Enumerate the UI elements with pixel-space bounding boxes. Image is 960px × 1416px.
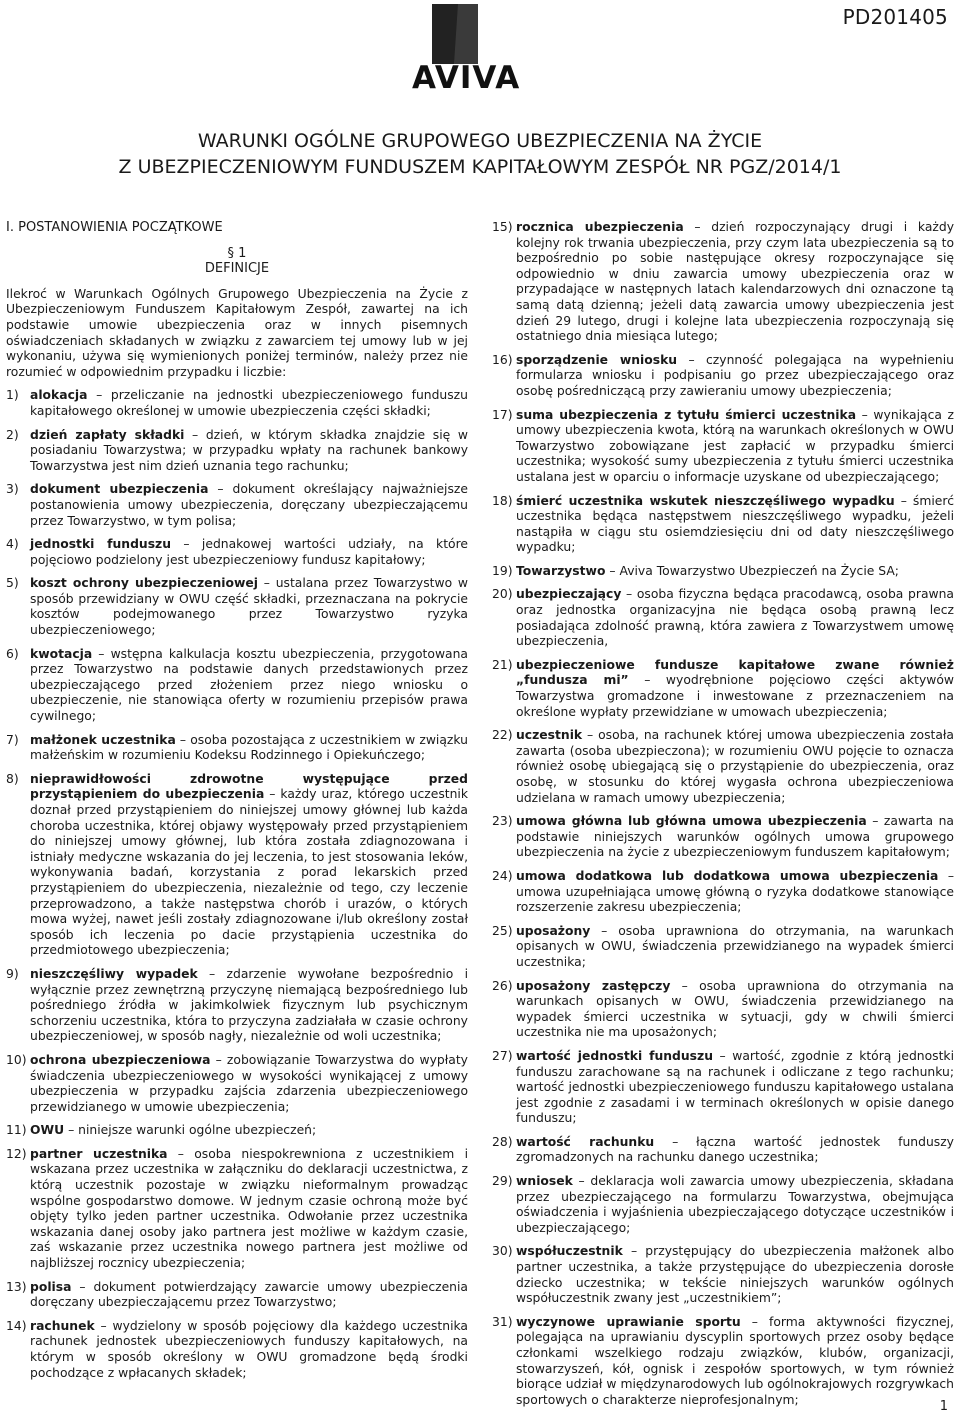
- section-heading: I. POSTANOWIENIA POCZĄTKOWE: [6, 220, 223, 235]
- definition-term: Towarzystwo: [516, 563, 606, 578]
- definition-body: [516, 728, 954, 806]
- definition-number: 17): [492, 407, 513, 422]
- definition-text: – wyodrębnione pojęciowo części aktywów Towarzystwa gromadzone i inwestowane z przeznaczeniem na określone wypłaty przewidziane w umowach ubezpieczenia;: [516, 673, 954, 719]
- definition-number: 31): [492, 1314, 513, 1329]
- definition-number: 19): [492, 563, 513, 578]
- definition-text: – osoba uprawniona do otrzymania na warunkach opisanych w OWU, świadczenia przewidzianego na wypadek śmierci uczestnika w sytuacji, gdy w chwili śmierci uczestnika nie ma uposażonych;: [516, 978, 954, 1040]
- left-column: [6, 220, 468, 1389]
- definition-number: 23): [492, 814, 513, 829]
- definition-text: – osoba fizyczna będąca pracodawcą, osoba prawna oraz jednostka organizacyjna nie będąca osobą prawną lecz posiadająca zdolność prawną, która zawiera z Towarzystwem umowę ubezpieczenia,: [516, 587, 954, 649]
- definition-text: – deklaracja woli zawarcia umowy ubezpieczenia, składana przez ubezpieczającego na formularzu Towarzystwa, obejmująca oświadczenia i wyjaśnienia ubezpieczającego dotyczące uczestników i ubezpieczającego;: [516, 1174, 954, 1235]
- document-code: PD201405: [842, 5, 948, 29]
- definition-body: [30, 647, 468, 725]
- definition-item: [492, 869, 954, 916]
- aviva-logo-text: AVIVA: [412, 60, 521, 96]
- definition-text: – każdy uraz, którego uczestnik doznał przed przystąpieniem do niniejszej umowy głównej lub każda choroba uczestnika, której objawy występowały przed przystąpieniem do niniejszej umowy głównej, lub która została zdiagnozowana i istniały medyczne wskazania do jej leczenia, to jest stosowania leków, wykonywania badań, korzystania z porad lekarskich przed przystąpieniem do ubezpieczenia, niezależnie od tego, czy leczenie przeprowadzono, a także następstwa chorób i urazów, o których mowa wyżej, nawet jeśli zostały zdiagnozowane i/lub określony został sposób ich leczenia po dacie przystąpienia uczestnika do przedmiotowego ubezpieczenia;: [30, 787, 468, 958]
- definition-item: [6, 428, 468, 475]
- definition-body: [516, 924, 954, 971]
- definition-number: 24): [492, 868, 513, 883]
- definition-item: [492, 814, 954, 861]
- definition-term: umowa dodatkowa lub dodatkowa umowa ubezpieczenia: [516, 868, 939, 883]
- definition-term: dzień zapłaty składki: [30, 427, 185, 442]
- definition-text: – Aviva Towarzystwo Ubezpieczeń na Życie SA;: [605, 563, 899, 578]
- definition-text: – zawarta na podstawie niniejszych warunków ogólnych umowa grupowego ubezpieczenia na życie z ubezpieczeniowym funduszem kapitałowym;: [516, 814, 954, 860]
- definition-item: [492, 494, 954, 556]
- definition-number: 22): [492, 728, 513, 743]
- definition-term: nieprawidłowości zdrowotne występujące przed przystąpieniem do ubezpieczenia: [30, 771, 468, 802]
- definition-body: [516, 1315, 954, 1409]
- definition-term: uczestnik: [516, 728, 583, 743]
- definition-number: 25): [492, 923, 513, 938]
- definition-term: jednostki funduszu: [30, 537, 172, 552]
- definition-text: – łączna wartość jednostek funduszy zgromadzonych na rachunku danego uczestnika;: [516, 1134, 954, 1165]
- definition-item: [6, 1280, 468, 1311]
- definition-text: – osoba uprawniona do otrzymania, na warunkach opisanych w OWU, świadczenia przewidzianego na wypadek śmierci uczestnika;: [516, 923, 954, 969]
- definition-item: [6, 1123, 468, 1139]
- definition-text: – jednakowej wartości udziały, na które pojęciowo podzielony jest ubezpieczeniowy fundusz kapitałowy;: [30, 537, 468, 567]
- definition-item: [6, 537, 468, 568]
- definition-body: [516, 564, 954, 580]
- definition-text: – osoba niespokrewniona z uczestnikiem i wskazana przez uczestnika w załączniku do deklaracji uczestnictwa, z którą uczestnik pozostaje w związku nieformalnym prowadząc wspólne gospodarstwo domowe. W jednym czasie ochroną może być objęty tylko jeden partner uczestnika. Odwołanie przez uczestnika wskazania danej osoby jako partnera jest możliwe w każdym czasie, zaś wskazanie przez uczestnika nowego partnera jest możliwe od najbliższej rocznicy ubezpieczenia;: [30, 1146, 468, 1271]
- definition-body: [516, 1244, 954, 1306]
- definition-term: ubezpieczający: [516, 587, 622, 602]
- paragraph-symbol: § 1: [227, 245, 247, 261]
- definition-number: 26): [492, 978, 513, 993]
- definition-item: [492, 1244, 954, 1306]
- definition-text: – dzień, w którym składka znajdzie się w posiadaniu Towarzystwa; w przypadku wpłaty na rachunek bankowy Towarzystwa jest nim dzień uznania tego rachunku;: [30, 427, 468, 473]
- definition-number: 16): [492, 352, 513, 367]
- definition-body: [30, 1147, 468, 1272]
- definition-number: 28): [492, 1134, 513, 1149]
- document-title: [0, 128, 960, 180]
- definition-body: [516, 408, 954, 486]
- definition-number: 4): [6, 537, 19, 552]
- definition-term: sporządzenie wniosku: [516, 352, 678, 367]
- definition-term: wartość rachunku: [516, 1134, 655, 1149]
- definition-item: [492, 353, 954, 400]
- definition-body: [516, 220, 954, 345]
- definition-term: współuczestnik: [516, 1244, 623, 1259]
- definition-text: – przystępujący do ubezpieczenia małżonek albo partner uczestnika, a także przystępujące do ubezpieczenia dorosłe dziecko uczestnika; w tekście niniejszych warunków ogólnych współuczestnik zwany jest „uczestnikiem”;: [516, 1244, 954, 1306]
- definition-body: [30, 1053, 468, 1115]
- definition-body: [516, 869, 954, 916]
- title-line-1: WARUNKI OGÓLNE GRUPOWEGO UBEZPIECZENIA NA ŻYCIE: [197, 130, 763, 152]
- definition-term: śmierć uczestnika wskutek nieszczęśliwego wypadku: [516, 493, 895, 508]
- definition-item: [492, 1135, 954, 1166]
- definition-number: 3): [6, 482, 19, 497]
- definition-text: – śmierć uczestnika będąca następstwem nieszczęśliwego wypadku, jeżeli nastąpiła w ciągu stu osiemdziesięciu dni od daty nieszczęśliwego wypadku;: [516, 493, 954, 555]
- definition-text: – wartość, zgodnie z którą jednostki funduszu zarachowane są na rachunek i odliczane z tego rachunku; wartość jednostki ubezpieczeniowego funduszu kapitałowego ustalana jest zgodnie z zasadami i w terminach określonych w opisie danego funduszu;: [516, 1048, 954, 1126]
- definition-text: – zdarzenie wywołane bezpośrednio i wyłącznie przez zewnętrzną przyczynę niemającą bezpośredniego lub pośredniego źródła w jakimkolwiek fizycznym lub psychicznym schorzeniu uczestnika, która to przyczyna zadziałała w czasie ochrony ubezpieczeniowej, w sposób nagły, niezależnie od woli uczestnika;: [30, 966, 468, 1044]
- aviva-logo-mark-icon: [428, 4, 478, 64]
- definition-text: – osoba pozostająca z uczestnikiem w związku małżeńskim w rozumieniu Kodeksu Rodzinnego i Opiekuńczego;: [30, 732, 468, 763]
- definition-text: – niniejsze warunki ogólne ubezpieczeń;: [64, 1123, 317, 1138]
- definition-body: [516, 587, 954, 649]
- definition-text: – wstępna kalkulacja kosztu ubezpieczenia, przygotowana przez Towarzystwo na podstawie danych przedstawionych przez ubezpieczającego przed złożeniem przez niego wniosku o ubezpieczenie, nie stanowiąca oferty w rozumieniu przepisów prawa cywilnego;: [30, 646, 468, 724]
- definition-item: [6, 733, 468, 764]
- definition-text: – umowa uzupełniająca umowę główną o ryzyka dodatkowe stanowiące rozszerzenie zakresu ubezpieczenia;: [516, 868, 954, 915]
- definition-number: 14): [6, 1318, 27, 1333]
- definition-body: [30, 733, 468, 764]
- definition-term: małżonek uczestnika: [30, 732, 176, 747]
- definition-text: – osoba, na rachunek której umowa ubezpieczenia została zawarta (osoba ubezpieczona); w rozumieniu OWU pojęcie to oznacza również osobę ubiegającą się o przystąpienie do ubezpieczenia, oraz osobę, w stosunku do której wygasła ochrona ubezpieczeniowa udzielana w ramach umowy ubezpieczenia;: [516, 728, 954, 805]
- definition-number: 20): [492, 587, 513, 602]
- definition-number: 21): [492, 657, 513, 672]
- definition-item: [6, 1319, 468, 1381]
- definition-term: ochrona ubezpieczeniowa: [30, 1052, 211, 1067]
- definition-term: wyczynowe uprawianie sportu: [516, 1314, 741, 1329]
- definition-body: [30, 388, 468, 419]
- definition-text: – dzień rozpoczynający drugi i każdy kolejny rok trwania ubezpieczenia, przy czym lata ubezpieczenia są to bezpośrednio po sobie następujące okresy rozpoczynające się odpowiednio w dniu zawarcia umowy ubezpieczenia oraz w przypadające w następnych latach kalendarzowych dni oznaczone tą samą datą dzienną; jeżeli datą zawarcia umowy ubezpieczenia jest dzień 29 lutego, drugi i kolejne lata ubezpieczenia rozpoczynają się ostatniego dnia miesiąca lutego;: [516, 220, 955, 344]
- definition-text: – dokument określający najważniejsze postanowienia umowy ubezpieczenia, doręczany ubezpieczającemu przez Towarzystwo, w tym polisa;: [30, 482, 468, 528]
- definition-number: 29): [492, 1174, 513, 1189]
- definition-item: [492, 1174, 954, 1236]
- definition-body: [516, 1135, 954, 1166]
- definition-text: – wydzielony w sposób pojęciowy dla każdego uczestnika rachunek jednostek ubezpieczeniowych funduszy kapitałowych, na którym w sposób określony w OWU gromadzone będą środki pochodzące z wpłacanych składek;: [30, 1318, 468, 1380]
- definition-term: koszt ochrony ubezpieczeniowej: [30, 576, 259, 591]
- definition-body: [516, 353, 954, 400]
- definition-item: [6, 967, 468, 1045]
- definition-text: – wynikająca z umowy ubezpieczenia kwota, którą na warunkach określonych w OWU Towarzystwo zobowiązane jest zapłacić w przypadku śmierci uczestnika; wysokość sumy ubezpieczenia z tytułu śmierci uczestnika ustalana jest w oparciu o informacje uzyskane od ubezpieczającego;: [516, 407, 954, 484]
- definition-term: umowa główna lub główna umowa ubezpieczenia: [516, 814, 867, 829]
- definitions-list-left: [6, 388, 468, 1381]
- definition-item: [492, 1049, 954, 1127]
- definition-body: [516, 814, 954, 861]
- definition-item: [492, 728, 954, 806]
- definitions-list-right: [492, 220, 954, 1408]
- definition-item: [492, 587, 954, 649]
- definition-term: partner uczestnika: [30, 1146, 168, 1161]
- right-column: [492, 220, 954, 1416]
- definition-item: [6, 772, 468, 959]
- definition-body: [30, 967, 468, 1045]
- definition-text: – ustalana przez Towarzystwo w sposób przewidziany w OWU część składki, przeznaczana na pokrycie kosztów podejmowanego przez Towarzystwo ryzyka ubezpieczeniowego;: [30, 576, 468, 638]
- definition-term: rocznica ubezpieczenia: [516, 220, 684, 234]
- definition-body: [30, 482, 468, 529]
- definition-body: [30, 537, 468, 568]
- definition-number: 6): [6, 646, 19, 661]
- definition-term: polisa: [30, 1279, 72, 1294]
- definition-text: – forma aktywności fizycznej, polegająca na uprawianiu dyscyplin sportowych przez osoby będące członkami wszelkiego rodzaju związków, klubów, organizacji, stowarzyszeń, kół, ognisk i zespołów sportowych, w tym również biorące udział w międzynarodowych lub ogólnokrajowych rozgrywkach sportowych o charakterze nieprofesjonalnym;: [516, 1314, 954, 1407]
- intro-text: Ilekroć w Warunkach Ogólnych Grupowego Ubezpieczenia na Życie z Ubezpieczeniowym Funduszem Kapitałowym Zespół, zawartej na ich podstawie umowie ubezpieczenia oraz w innych pisemnych oświadczeniach składanych w związku z zawarciem tej umowy lub w jej wykonaniu, używa się wymienionych poniżej terminów, należy przez nie rozumieć w odpowiednim przypadku i liczbie:: [6, 286, 468, 379]
- definition-term: alokacja: [30, 388, 88, 403]
- definition-number: 7): [6, 732, 19, 747]
- definition-number: 9): [6, 966, 19, 981]
- definitions-title: DEFINICJE: [204, 261, 270, 277]
- definition-number: 1): [6, 388, 19, 403]
- definition-number: 10): [6, 1052, 27, 1067]
- definition-body: [30, 428, 468, 475]
- definition-text: – zobowiązanie Towarzystwa do wypłaty świadczenia ubezpieczeniowego w wysokości wynikającej z umowy ubezpieczenia w przypadku zajścia zdarzenia ubezpieczeniowego przewidzianego w umowie ubezpieczenia;: [30, 1052, 468, 1114]
- definition-number: 27): [492, 1048, 513, 1063]
- definition-number: 13): [6, 1279, 27, 1294]
- definition-number: 12): [6, 1146, 27, 1161]
- definition-term: wniosek: [516, 1174, 573, 1189]
- definition-body: [516, 494, 954, 556]
- definition-text: – przeliczanie na jednostki ubezpieczeniowego funduszu kapitałowego określonej w umowie ubezpieczenia części składki;: [30, 388, 468, 418]
- definition-item: [492, 220, 954, 345]
- definition-body: [516, 1049, 954, 1127]
- definition-item: [492, 1315, 954, 1409]
- definition-term: suma ubezpieczenia z tytułu śmierci uczestnika: [516, 407, 857, 422]
- definition-term: OWU: [30, 1123, 65, 1138]
- definition-number: 15): [492, 220, 513, 234]
- definition-term: uposażony: [516, 923, 591, 938]
- definition-number: 2): [6, 427, 19, 442]
- definition-term: ubezpieczeniowe fundusze kapitałowe zwane również „fundusza mi”: [516, 657, 954, 688]
- definition-text: – czynność polegająca na wypełnieniu formularza wniosku i podpisaniu go przez ubezpieczającego oraz osobę pośredniczącą przy zawieraniu umowy ubezpieczenia;: [516, 352, 954, 398]
- definition-number: 8): [6, 771, 19, 786]
- definition-term: dokument ubezpieczenia: [30, 482, 209, 497]
- definition-body: [30, 1280, 468, 1311]
- definition-item: [492, 979, 954, 1041]
- definition-item: [492, 564, 954, 580]
- definition-item: [6, 482, 468, 529]
- definition-item: [6, 1053, 468, 1115]
- definition-body: [30, 1123, 468, 1139]
- definition-text: – dokument potwierdzający zawarcie umowy ubezpieczenia doręczany ubezpieczającemu przez Towarzystwo;: [30, 1279, 468, 1310]
- definition-item: [492, 408, 954, 486]
- definition-item: [6, 388, 468, 419]
- definition-term: rachunek: [30, 1318, 95, 1333]
- definition-body: [30, 1319, 468, 1381]
- definition-term: uposażony zastępczy: [516, 978, 671, 993]
- aviva-logo: [412, 4, 548, 95]
- definition-item: [6, 647, 468, 725]
- definition-item: [6, 1147, 468, 1272]
- page-number: 1: [939, 1399, 948, 1414]
- definition-number: 11): [6, 1123, 27, 1138]
- definition-term: kwotacja: [30, 646, 93, 661]
- definition-number: 5): [6, 576, 19, 591]
- definition-term: nieszczęśliwy wypadek: [30, 966, 198, 981]
- definition-body: [30, 576, 468, 638]
- definition-body: [30, 772, 468, 959]
- definition-item: [6, 576, 468, 638]
- definition-body: [516, 658, 954, 720]
- definition-item: [492, 924, 954, 971]
- definition-body: [516, 1174, 954, 1236]
- title-line-2: Z UBEZPIECZENIOWYM FUNDUSZEM KAPITAŁOWYM ZESPÓŁ NR PGZ/2014/1: [118, 156, 842, 178]
- definition-number: 30): [492, 1244, 513, 1259]
- definition-term: wartość jednostki funduszu: [516, 1048, 713, 1063]
- definition-number: 18): [492, 493, 513, 508]
- definition-body: [516, 979, 954, 1041]
- definition-item: [492, 658, 954, 720]
